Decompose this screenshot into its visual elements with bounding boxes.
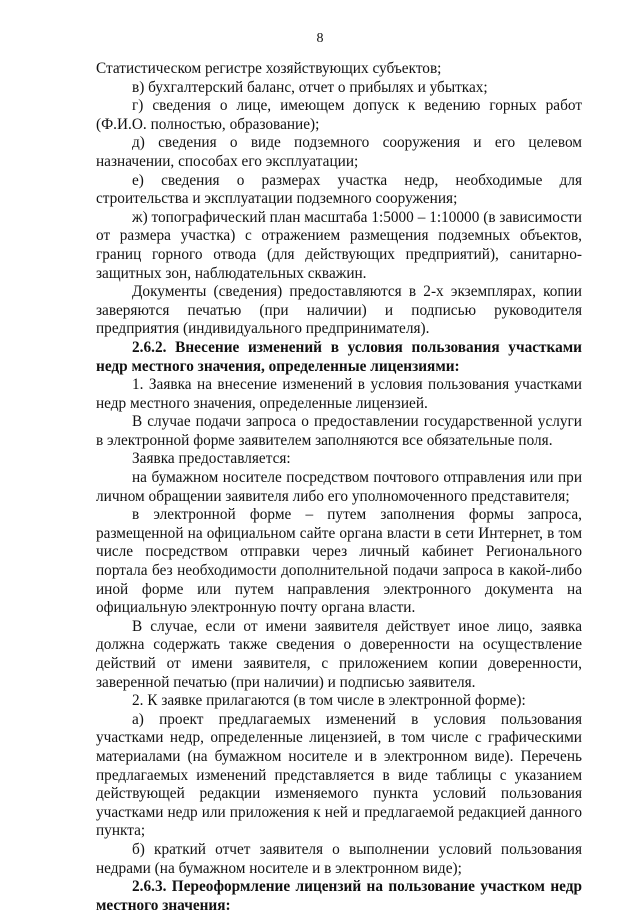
paragraph: 1. Заявка на внесение изменений в условия пользования участками недр местного значения, определенные лицензией.: [96, 376, 582, 412]
paragraph: В случае, если от имени заявителя действует иное лицо, заявка должна содержать также сведения о доверенности на осуществление действий от имени заявителя, с приложением копии доверенности, заверенной печатью (при наличии) и подписью заявителя.: [96, 617, 582, 691]
paragraph: Статистическом регистре хозяйствующих субъектов;: [96, 60, 442, 77]
paragraph: В случае подачи запроса о предоставлении государственной услуги в электронной форме заявителем заполняются все обязательные поля.: [96, 413, 582, 449]
paragraph: на бумажном носителе посредством почтового отправления или при личном обращении заявителя либо его уполномоченного представителя;: [96, 469, 582, 505]
paragraph: ж) топографический план масштаба 1:5000 – 1:10000 (в зависимости от размера участка) с отражением размещения подземных объектов, границ горного отвода (для действующих предприятий), санитарно-защитных зон, наблюдательных скважин.: [96, 208, 582, 282]
paragraph: 2. К заявке прилагаются (в том числе в электронной форме):: [132, 692, 526, 710]
paragraph: а) проект предлагаемых изменений в условия пользования участками недр, определенные лицензией, в том числе с графическими материалами (на бумажном носителе и в электронном виде). Перечень предлагаемых изменений представляется в виде таблицы с указанием действующей редакции изменяемого пункта условий пользования участками недр или приложения к ней и предлагаемой редакцией данного пункта;: [96, 710, 582, 840]
paragraph: Заявка предоставляется:: [132, 450, 291, 468]
section-heading: 2.6.2. Внесение изменений в условия пользования участками недр местного значения, определенные лицензиями:: [96, 338, 582, 375]
paragraph: в) бухгалтерский баланс, отчет о прибылях и убытках;: [132, 78, 488, 96]
paragraph: г) сведения о лице, имеющем допуск к ведению горных работ (Ф.И.О. полностью, образование);: [96, 97, 582, 133]
paragraph: Документы (сведения) предоставляются в 2-х экземплярах, копии заверяются печатью (при наличии) и подписью руководителя предприятия (индивидуального предпринимателя).: [96, 283, 582, 338]
section-heading: 2.6.3. Переоформление лицензий на пользование участком недр местного значения:: [96, 878, 582, 914]
document-body: [96, 60, 582, 915]
page-number: 8: [316, 31, 324, 46]
paragraph: е) сведения о размерах участка недр, необходимые для строительства и эксплуатации подземного сооружения;: [96, 171, 582, 208]
paragraph: в электронной форме – путем заполнения формы запроса, размещенной на официальном сайте органа власти в сети Интернет, в том числе посредством отправки через личный кабинет Регионального портала без необходимости дополнительной подачи запроса в какой-либо иной форме или путем направления электронного документа на официальную электронную почту органа власти.: [96, 506, 582, 617]
paragraph: б) краткий отчет заявителя о выполнении условий пользования недрами (на бумажном носителе и в электронном виде);: [96, 840, 582, 877]
paragraph: д) сведения о виде подземного сооружения и его целевом назначении, способах его эксплуатации;: [96, 134, 582, 170]
